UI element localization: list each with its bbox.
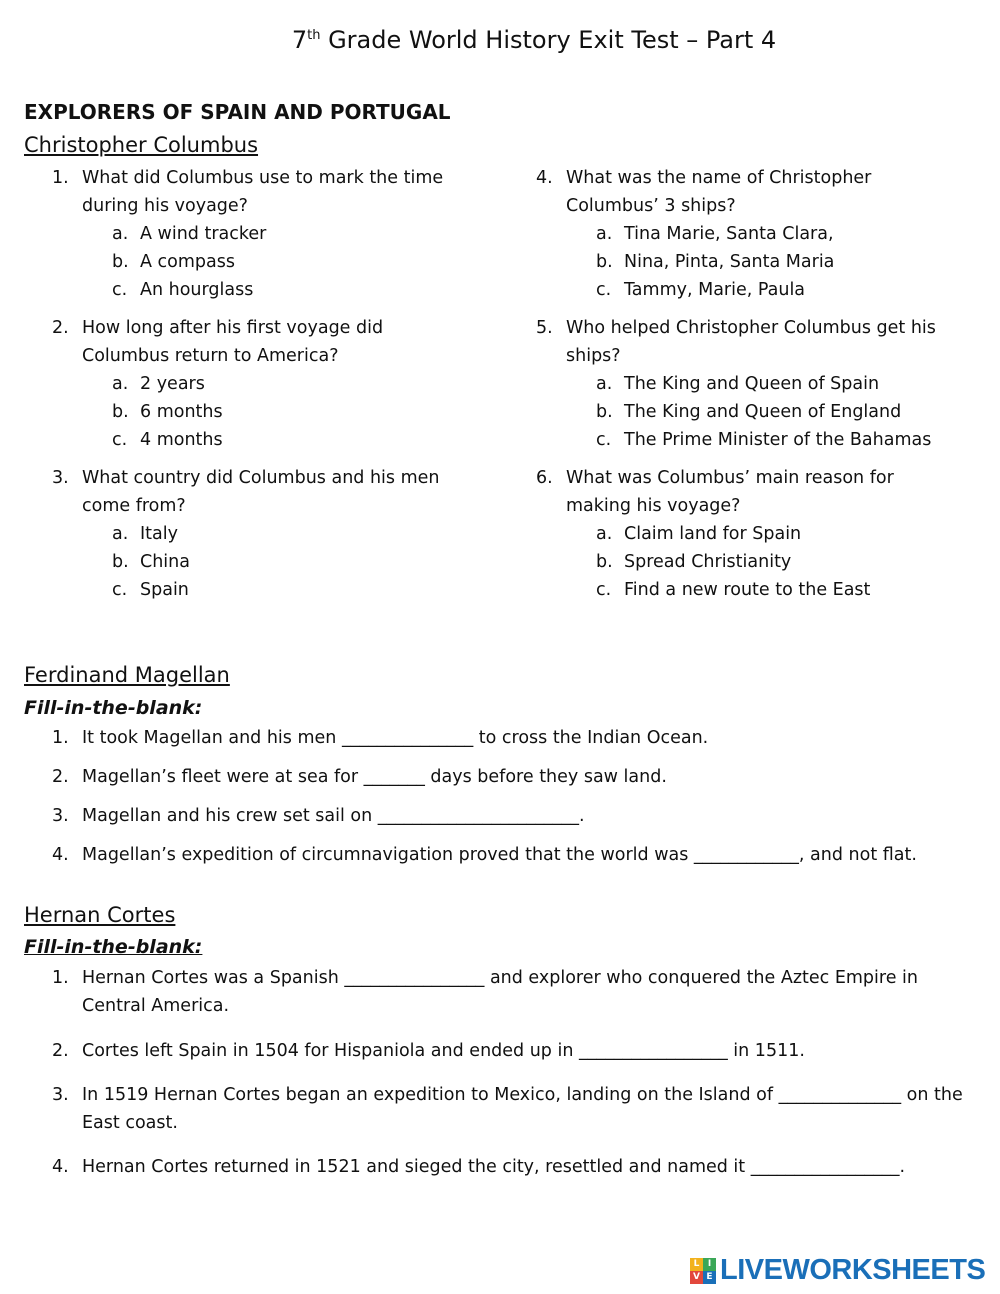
- question-number: 5.: [536, 318, 553, 338]
- magellan-item-4[interactable]: 4. Magellan’s expedition of circumnavigation proved that the world was ____________, and not flat.: [52, 845, 917, 865]
- columbus-heading: Christopher Columbus: [24, 133, 259, 157]
- question-6: [508, 464, 958, 604]
- option-a[interactable]: a. 2 years: [112, 374, 205, 394]
- question-number: 2.: [52, 318, 69, 338]
- question-number: 4.: [536, 168, 553, 188]
- option-b[interactable]: b. Spread Christianity: [596, 552, 792, 572]
- cortes-heading: Hernan Cortes: [24, 903, 176, 927]
- option-c[interactable]: c. Spain: [112, 580, 189, 600]
- question-text: What did Columbus use to mark the time during his voyage?: [82, 168, 444, 216]
- columbus-left-column: [24, 164, 474, 614]
- question-text: Who helped Christopher Columbus get his ships?: [566, 318, 936, 366]
- magellan-item-1[interactable]: 1. It took Magellan and his men _______________ to cross the Indian Ocean.: [52, 728, 709, 748]
- question-2: [24, 314, 474, 454]
- columbus-right-column: [508, 164, 958, 614]
- title-grade-suffix: th: [307, 28, 321, 43]
- title-grade: 7: [291, 26, 308, 54]
- option-a[interactable]: a. The King and Queen of Spain: [596, 374, 880, 394]
- section-heading: EXPLORERS OF SPAIN AND PORTUGAL: [24, 100, 451, 124]
- option-c[interactable]: c. The Prime Minister of the Bahamas: [596, 430, 932, 450]
- cortes-item-4[interactable]: 4. Hernan Cortes returned in 1521 and sieged the city, resettled and named it _________________.: [52, 1157, 906, 1177]
- cortes-item-3[interactable]: 3. In 1519 Hernan Cortes began an expedition to Mexico, landing on the Island of ______________ on the East coast.: [52, 1085, 963, 1133]
- question-number: 6.: [536, 468, 553, 488]
- logo-text: LIVEWORKSHEETS: [720, 1254, 986, 1286]
- cortes-fill-label: Fill-in-the-blank:: [24, 936, 203, 958]
- option-c[interactable]: c. Find a new route to the East: [596, 580, 871, 600]
- page-title: [0, 26, 1000, 54]
- question-text: What was Columbus’ main reason for making his voyage?: [566, 468, 894, 516]
- question-5: [508, 314, 958, 454]
- liveworksheets-logo-icon: L I V E: [690, 1258, 716, 1284]
- question-number: 1.: [52, 168, 69, 188]
- cortes-item-1[interactable]: 1. Hernan Cortes was a Spanish ________________ and explorer who conquered the Aztec Empire in Central America.: [52, 968, 918, 1016]
- liveworksheets-logo: [690, 1254, 985, 1287]
- question-3: [24, 464, 474, 604]
- magellan-fill-list: [24, 724, 984, 869]
- magellan-fill-label: Fill-in-the-blank:: [24, 697, 203, 719]
- option-b[interactable]: b. China: [112, 552, 190, 572]
- option-b[interactable]: b. The King and Queen of England: [596, 402, 902, 422]
- option-b[interactable]: b. 6 months: [112, 402, 223, 422]
- option-b[interactable]: b. A compass: [112, 252, 235, 272]
- cortes-item-2[interactable]: 2. Cortes left Spain in 1504 for Hispaniola and ended up in _________________ in 1511.: [52, 1041, 805, 1061]
- option-b[interactable]: b. Nina, Pinta, Santa Maria: [596, 252, 835, 272]
- option-c[interactable]: c. 4 months: [112, 430, 223, 450]
- question-4: [508, 164, 958, 304]
- option-c[interactable]: c. An hourglass: [112, 280, 254, 300]
- cortes-fill-list: [24, 964, 984, 1181]
- option-a[interactable]: a. Claim land for Spain: [596, 524, 802, 544]
- magellan-item-2[interactable]: 2. Magellan’s fleet were at sea for _______ days before they saw land.: [52, 767, 667, 787]
- option-a[interactable]: a. Italy: [112, 524, 178, 544]
- question-1: [24, 164, 474, 304]
- option-c[interactable]: c. Tammy, Marie, Paula: [596, 280, 806, 300]
- option-a[interactable]: a. Tina Marie, Santa Clara,: [596, 224, 834, 244]
- magellan-heading: Ferdinand Magellan: [24, 663, 230, 687]
- question-text: How long after his first voyage did Columbus return to America?: [82, 318, 384, 366]
- title-text: Grade World History Exit Test – Part 4: [328, 26, 777, 54]
- question-text: What was the name of Christopher Columbus’ 3 ships?: [566, 168, 872, 216]
- option-a[interactable]: a. A wind tracker: [112, 224, 267, 244]
- question-text: What country did Columbus and his men come from?: [82, 468, 440, 516]
- question-number: 3.: [52, 468, 69, 488]
- magellan-item-3[interactable]: 3. Magellan and his crew set sail on _______________________.: [52, 806, 585, 826]
